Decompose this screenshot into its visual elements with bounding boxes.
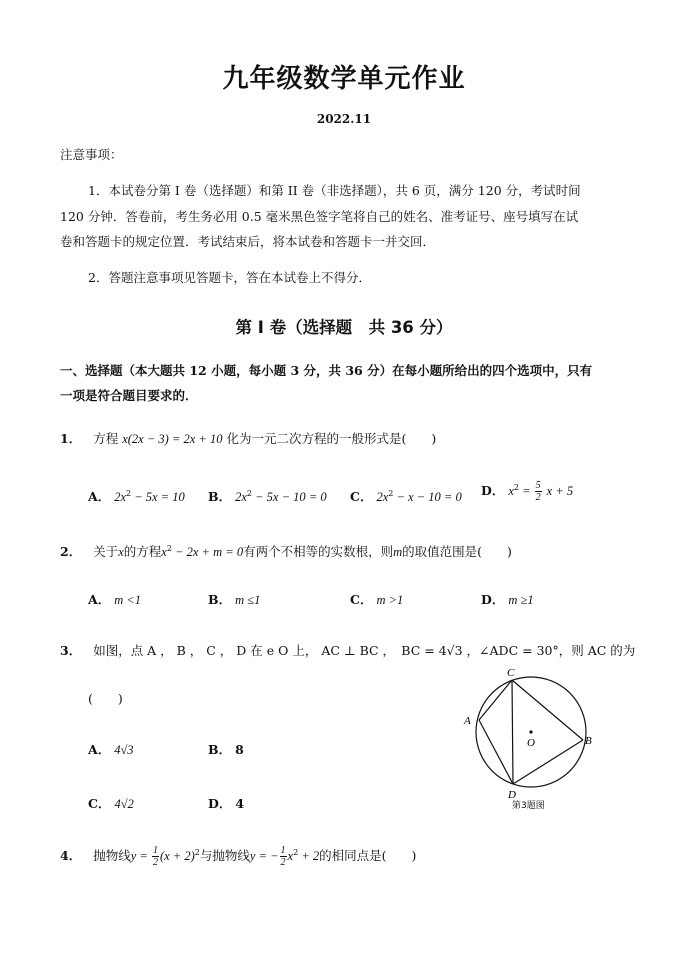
notes-heading: 注意事项：	[60, 147, 123, 162]
option-text: m ≤1	[235, 593, 261, 607]
q3-answer-paren: ( )	[88, 691, 123, 706]
q3-option-a[interactable]	[88, 743, 134, 757]
option-text: 4	[235, 796, 245, 811]
q3-option-c[interactable]	[88, 797, 134, 811]
page-title: 九年级数学单元作业	[222, 64, 466, 94]
segment-ca	[479, 680, 512, 720]
option-text: 4√3	[114, 743, 134, 757]
fraction-numerator: 1	[280, 845, 286, 856]
q2-option-c[interactable]	[350, 593, 403, 607]
option-text: 2x	[114, 490, 126, 505]
label-c: C	[507, 667, 515, 679]
notes-item1-line1: 1．本试卷分第 I 卷（选择题）和第 II 卷（非选择题），共 6 页，满分 120 分，考试时间	[88, 183, 581, 198]
q2-text: 的方程	[123, 544, 162, 560]
fraction	[280, 845, 287, 868]
option-text: m <1	[114, 593, 142, 607]
q2-text: 关于	[93, 544, 119, 560]
option-text: m ≥1	[508, 593, 534, 607]
option-label: C．	[88, 796, 111, 811]
label-a: A	[464, 715, 471, 727]
q2-var: x	[118, 545, 124, 560]
segment-cd	[512, 680, 513, 784]
question-3	[60, 644, 635, 658]
q1-option-d[interactable]	[481, 480, 573, 503]
q2-text: 的取值范围是( )	[402, 544, 512, 560]
question-1	[60, 432, 436, 446]
fraction-denominator: 2	[535, 492, 541, 503]
option-label: D．	[481, 592, 505, 607]
question-2	[60, 542, 512, 559]
option-text: 8	[235, 742, 244, 757]
q2-option-a[interactable]	[88, 593, 141, 607]
exponent: 2	[194, 847, 200, 857]
part1-line1: 一、选择题（本大题共 12 小题，每小题 3 分，共 36 分）在每小题所给出的四个选项中，只有	[60, 363, 593, 378]
fraction-numerator: 5	[535, 480, 541, 491]
q2-equation: − 2x + m = 0	[171, 545, 244, 560]
q4-text: 的相同点是( )	[319, 848, 417, 863]
exponent: 2	[388, 489, 394, 498]
label-d: D	[508, 789, 516, 801]
fraction-denominator: 2	[280, 857, 286, 868]
q4-equation: + 2	[298, 849, 320, 863]
option-text: − 5x = 10	[131, 490, 185, 505]
q4-number: 4．	[60, 848, 82, 863]
q2-equation: x	[161, 545, 167, 560]
fraction-numerator: 1	[152, 845, 158, 856]
option-label: C．	[350, 489, 373, 505]
q1-number: 1．	[60, 431, 82, 446]
q1-post: 化为一元二次方程的一般形式是( )	[226, 431, 437, 446]
q4-equation: y =	[130, 849, 151, 863]
option-label: D．	[481, 483, 505, 498]
exponent: 2	[293, 847, 299, 857]
exponent: 2	[513, 482, 519, 492]
q4-equation: x	[287, 849, 294, 863]
segment-db	[513, 740, 583, 784]
option-text: − 5x − 10 = 0	[251, 490, 327, 505]
option-label: A．	[88, 592, 111, 607]
q3-option-b[interactable]	[208, 743, 244, 757]
q1-option-c[interactable]	[350, 487, 462, 504]
option-label: B．	[208, 489, 232, 505]
q4-text: 与抛物线	[199, 848, 250, 863]
option-label: B．	[208, 592, 232, 607]
exponent: 2	[246, 489, 252, 498]
label-b: B	[585, 735, 592, 747]
q2-number: 2．	[60, 544, 82, 560]
option-text: − x − 10 = 0	[393, 490, 462, 505]
q3-number: 3．	[60, 643, 82, 658]
option-text: 2x	[376, 490, 389, 505]
option-text: =	[518, 484, 534, 498]
option-text: x + 5	[546, 484, 574, 498]
notes-item1-line3: 卷和答题卡的规定位置．考试结束后，将本试卷和答题卡一并交回．	[60, 234, 436, 249]
option-label: C．	[350, 592, 373, 607]
option-label: A．	[88, 489, 111, 505]
q1-option-b[interactable]	[208, 487, 327, 504]
question-4	[60, 845, 416, 868]
q1-pre: 方程	[93, 431, 119, 446]
q3-option-d[interactable]	[208, 797, 244, 811]
q4-text: 抛物线	[93, 848, 131, 863]
fraction-denominator: 2	[152, 857, 158, 868]
fraction	[535, 480, 542, 503]
q2-option-b[interactable]	[208, 593, 260, 607]
q2-option-d[interactable]	[481, 593, 534, 607]
q2-text: 有两个不相等的实数根，则	[243, 544, 394, 560]
option-text: x	[508, 484, 514, 498]
notes-item2: 2．答题注意事项见答题卡，答在本试卷上不得分．	[88, 270, 371, 285]
center-point	[529, 730, 532, 733]
option-text: 2x	[235, 490, 247, 505]
segment-cb	[512, 680, 583, 740]
option-label: A．	[88, 742, 111, 757]
q1-option-a[interactable]	[88, 487, 185, 504]
q4-equation: y = −	[249, 849, 279, 863]
q3-stem: 如图，点 A ， B ， C ， D 在 e O 上， AC ⊥ BC ， BC = 4√3 ，∠ADC = 30°，则 AC 的为	[93, 643, 636, 658]
option-label: D．	[208, 796, 232, 811]
option-text: 4√2	[114, 797, 134, 811]
fraction	[152, 845, 159, 868]
q2-var: m	[393, 545, 403, 560]
option-text: m >1	[376, 593, 404, 607]
exponent: 2	[126, 489, 132, 498]
part1-line2: 一项是符合题目要求的．	[60, 388, 198, 403]
q3-circle-figure	[455, 660, 605, 810]
label-o: O	[527, 737, 535, 749]
exponent: 2	[166, 544, 172, 553]
section-title: 第 I 卷（选择题 共 36 分）	[235, 318, 453, 337]
notes-item1-line2: 120 分钟．答卷前，考生务必用 0.5 毫米黑色签字笔将自己的姓名、准考证号、座号填写在试	[60, 209, 579, 224]
figure-caption: 第3题图	[512, 801, 545, 810]
q4-equation: (x + 2)	[159, 849, 195, 863]
option-label: B．	[208, 742, 232, 757]
exam-date: 2022.11	[316, 112, 372, 126]
q1-equation: x(2x − 3) = 2x + 10	[122, 432, 223, 446]
